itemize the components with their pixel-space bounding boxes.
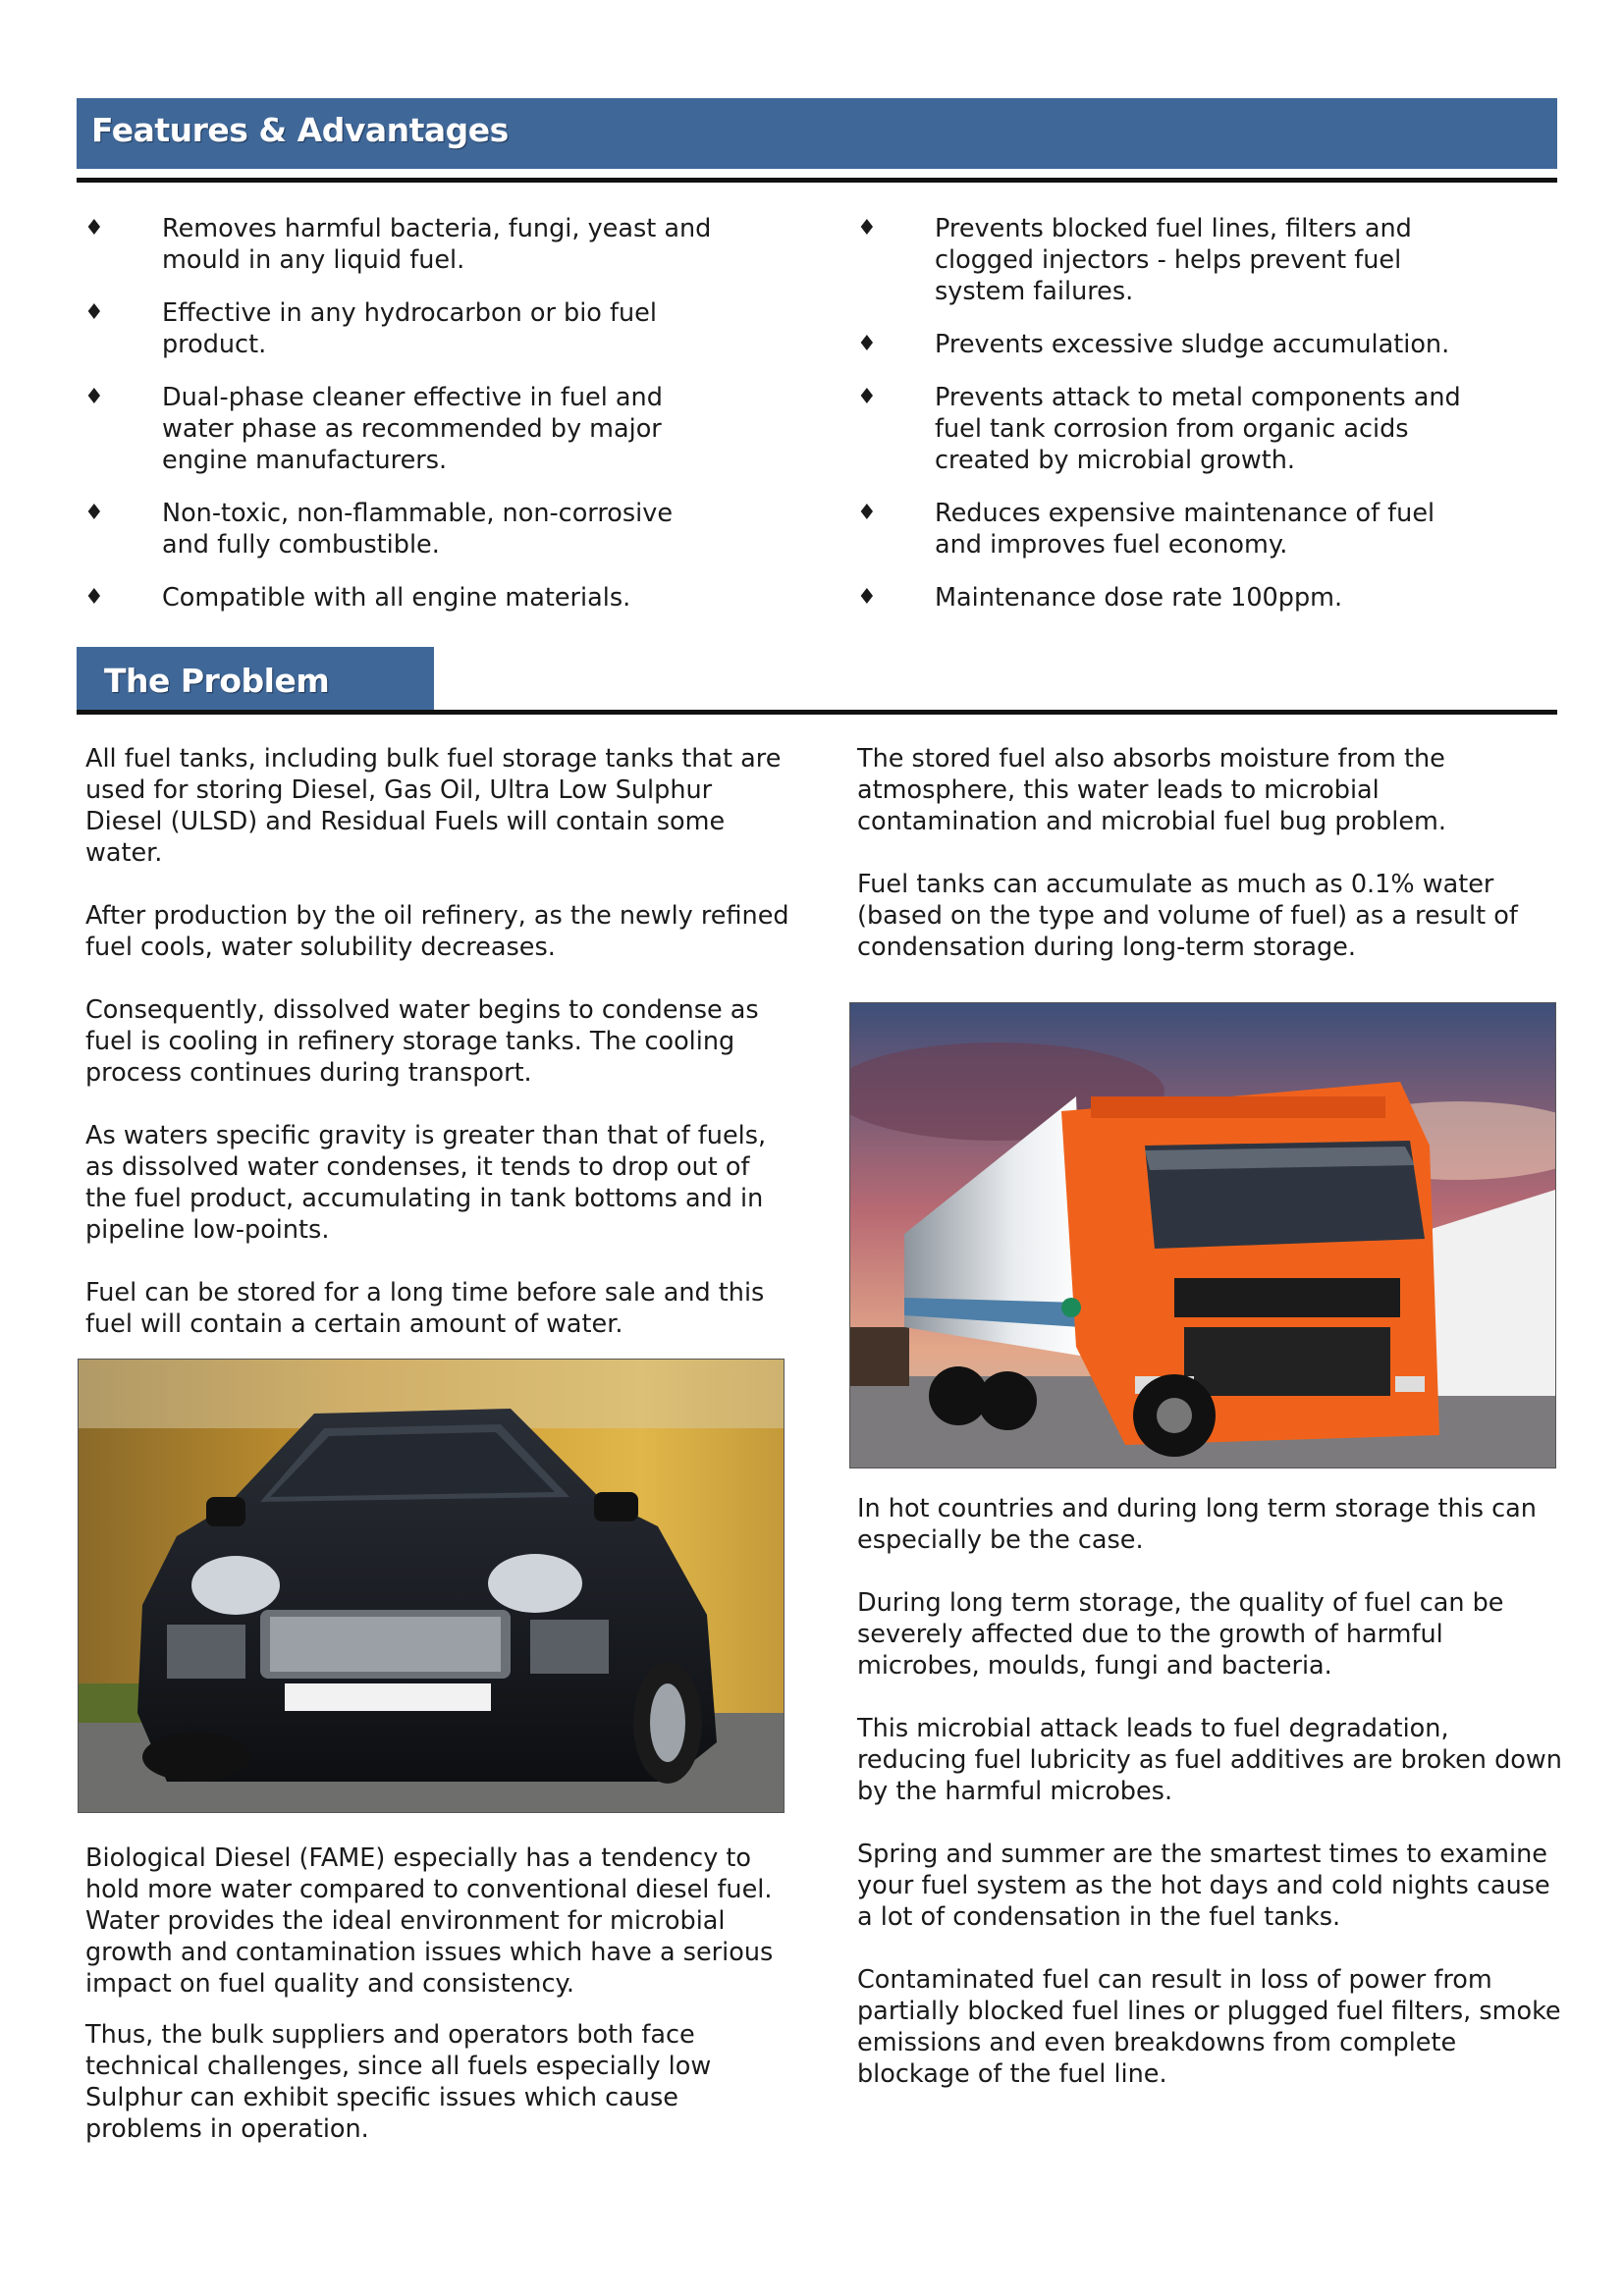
car-photo	[78, 1359, 785, 1813]
paragraph: Consequently, dissolved water begins to condense as fuel is cooling in refinery storage tanks. The cooling process continues during transport.	[85, 995, 759, 1088]
feature-item: ♦ Removes harmful bacteria, fungi, yeast and mould in any liquid fuel.	[84, 214, 712, 275]
features-divider	[77, 178, 1557, 183]
problem-text-right-bottom	[857, 1493, 1564, 2121]
diamond-bullet-icon: ♦	[84, 300, 104, 325]
feature-item: ♦ Maintenance dose rate 100ppm.	[857, 583, 1343, 613]
paragraph: Contaminated fuel can result in loss of power from partially blocked fuel lines or plugged fuel filters, smoke emissions and even breakdowns from complete blockage of the fuel line.	[857, 1965, 1561, 2089]
diamond-bullet-icon: ♦	[857, 585, 877, 610]
paragraph: Thus, the bulk suppliers and operators both face technical challenges, since all fuels especially low Sulphur can exhibit specific issues which cause problems in operation.	[85, 2020, 712, 2144]
diamond-bullet-icon: ♦	[857, 332, 877, 356]
car-illustration-icon	[79, 1360, 784, 1812]
problem-text-left-bottom	[85, 1842, 792, 2176]
paragraph: After production by the oil refinery, as the newly refined fuel cools, water solubility decreases.	[85, 901, 789, 962]
paragraph: This microbial attack leads to fuel degradation, reducing fuel lubricity as fuel additives are broken down by the harmful microbes.	[857, 1714, 1562, 1806]
features-list-right	[857, 213, 1486, 635]
feature-item: ♦ Prevents excessive sludge accumulation.	[857, 330, 1450, 359]
paragraph: Spring and summer are the smartest times to examine your fuel system as the hot days and cold nights cause a lot of condensation in the fuel tanks.	[857, 1840, 1550, 1932]
diamond-bullet-icon: ♦	[857, 385, 877, 409]
truck-photo	[849, 1002, 1556, 1468]
problem-text-right-top	[857, 743, 1564, 994]
diamond-bullet-icon: ♦	[84, 501, 104, 525]
paragraph: Fuel tanks can accumulate as much as 0.1% water (based on the type and volume of fuel) as a result of condensation during long-term storage.	[857, 870, 1518, 962]
paragraph: Fuel can be stored for a long time before sale and this fuel will contain a certain amount of water.	[85, 1278, 765, 1339]
paragraph: The stored fuel also absorbs moisture from the atmosphere, this water leads to microbial contamination and microbial fuel bug problem.	[857, 744, 1446, 836]
features-title: Features & Advantages	[91, 111, 509, 149]
feature-item: ♦ Reduces expensive maintenance of fuel and improves fuel economy.	[857, 499, 1435, 560]
feature-item: ♦ Non-toxic, non-flammable, non-corrosive and fully combustible.	[84, 499, 674, 560]
paragraph: As waters specific gravity is greater than that of fuels, as dissolved water condenses, it tends to drop out of the fuel product, accumulating in tank bottoms and in pipeline low-points.	[85, 1121, 767, 1245]
feature-item: ♦ Compatible with all engine materials.	[84, 583, 631, 613]
diamond-bullet-icon: ♦	[857, 216, 877, 240]
problem-divider	[77, 710, 1557, 715]
feature-item: ♦ Dual-phase cleaner effective in fuel and water phase as recommended by major engine manufacturers.	[84, 383, 663, 475]
problem-text-left-top	[85, 743, 792, 1371]
features-list-left	[84, 213, 713, 635]
feature-item: ♦ Prevents blocked fuel lines, filters and clogged injectors - helps prevent fuel system failures.	[857, 214, 1412, 306]
paragraph: In hot countries and during long term storage this can especially be the case.	[857, 1494, 1537, 1555]
paragraph: Biological Diesel (FAME) especially has a tendency to hold more water compared to conventional diesel fuel. Water provides the ideal environment for microbial growth and contamination issues which have a serious impact on fuel quality and consistency.	[85, 1843, 774, 1999]
feature-item: ♦ Prevents attack to metal components and fuel tank corrosion from organic acids created by microbial growth.	[857, 383, 1461, 475]
diamond-bullet-icon: ♦	[84, 585, 104, 610]
paragraph: During long term storage, the quality of fuel can be severely affected due to the growth of harmful microbes, moulds, fungi and bacteria.	[857, 1588, 1504, 1681]
diamond-bullet-icon: ♦	[84, 216, 104, 240]
diamond-bullet-icon: ♦	[857, 501, 877, 525]
diamond-bullet-icon: ♦	[84, 385, 104, 409]
paragraph: All fuel tanks, including bulk fuel storage tanks that are used for storing Diesel, Gas Oil, Ultra Low Sulphur Diesel (ULSD) and Residual Fuels will contain some water.	[85, 744, 782, 868]
truck-illustration-icon	[850, 1003, 1555, 1468]
feature-item: ♦ Effective in any hydrocarbon or bio fuel product.	[84, 298, 657, 359]
problem-title: The Problem	[104, 662, 330, 700]
